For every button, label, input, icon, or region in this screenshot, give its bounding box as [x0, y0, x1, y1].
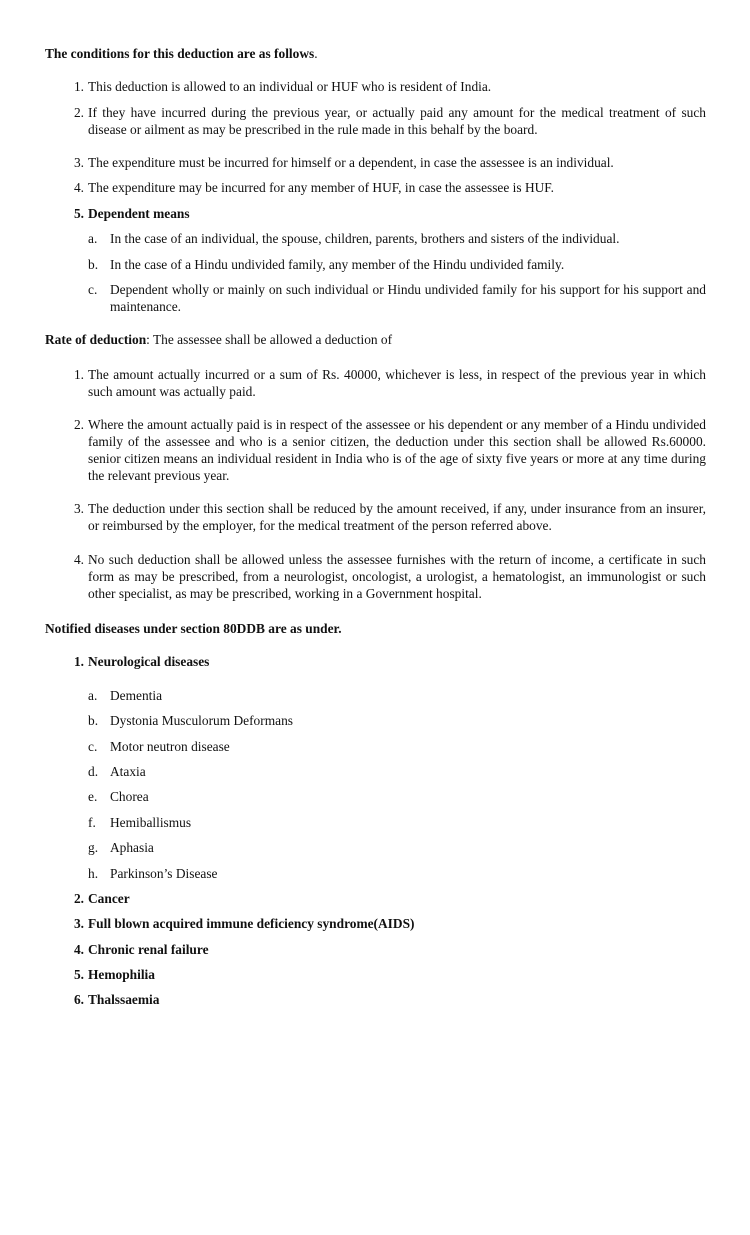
dependent-item: b. In the case of a Hindu undivided family, any member of the Hindu undivided family.	[88, 257, 565, 272]
neuro-disease-item: f. Hemiballismus	[88, 815, 192, 830]
neuro-disease-item: b. Dystonia Musculorum Deformans	[88, 713, 293, 728]
condition-item: 4. The expenditure may be incurred for any member of HUF, in case the assessee is HUF.	[73, 180, 555, 195]
diseases-heading: Notified diseases under section 80DDB are as under.	[45, 621, 342, 636]
conditions-heading: The conditions for this deduction are as follows.	[45, 46, 318, 61]
condition-item: 2. If they have incurred during the previous year, or actually paid any amount for the medical treatment of such disease or ailment as may be prescribed in the rule made in this behalf by the board.	[73, 105, 706, 137]
neuro-disease-item: e. Chorea	[88, 789, 149, 804]
disease-item: 2. Cancer	[73, 891, 130, 906]
neuro-disease-item: d. Ataxia	[88, 764, 146, 779]
neuro-disease-item: c. Motor neutron disease	[88, 739, 230, 754]
condition-item: 1. This deduction is allowed to an individual or HUF who is resident of India.	[73, 79, 492, 94]
disease-item: 5. Hemophilia	[73, 967, 155, 982]
disease-item: 6. Thalssaemia	[73, 992, 160, 1007]
dependent-item: c. Dependent wholly or mainly on such individual or Hindu undivided family for his support for his support and maintenance.	[88, 282, 706, 314]
rate-heading: Rate of deduction: The assessee shall be allowed a deduction of	[45, 332, 393, 347]
rate-item: 2. Where the amount actually paid is in respect of the assessee or his dependent or any member of a Hindu undivided family of the assessee and who is a senior citizen, the deduction under this section shall be allowed Rs.60000. senior citizen means an individual resident in India who is of the age of sixty five years or more at any time during the relevant previous year.	[73, 417, 706, 483]
neuro-disease-item: a. Dementia	[88, 688, 163, 703]
rate-item: 1. The amount actually incurred or a sum of Rs. 40000, whichever is less, in respect of the previous year in which such amount was actually paid.	[73, 367, 706, 399]
disease-item: 3. Full blown acquired immune deficiency syndrome(AIDS)	[73, 916, 415, 931]
condition-item: 3. The expenditure must be incurred for himself or a dependent, in case the assessee is an individual.	[73, 155, 614, 170]
disease-item: 1. Neurological diseases	[73, 654, 210, 669]
neuro-disease-item: h. Parkinson’s Disease	[88, 866, 218, 881]
rate-item: 4. No such deduction shall be allowed unless the assessee furnishes with the return of income, a certificate in such form as may be prescribed, from a neurologist, oncologist, a urologist, a hematologist, an immunologist or such other specialist, as may be prescribed, working in a Government hospital.	[73, 552, 706, 601]
condition-item-dependent: 5. Dependent means	[73, 206, 190, 221]
disease-item: 4. Chronic renal failure	[73, 942, 209, 957]
dependent-item: a. In the case of an individual, the spouse, children, parents, brothers and sisters of the individual.	[88, 231, 620, 246]
neuro-disease-item: g. Aphasia	[88, 840, 154, 855]
rate-item: 3. The deduction under this section shall be reduced by the amount received, if any, under insurance from an insurer, or reimbursed by the employer, for the medical treatment of the person referred above.	[73, 501, 706, 533]
